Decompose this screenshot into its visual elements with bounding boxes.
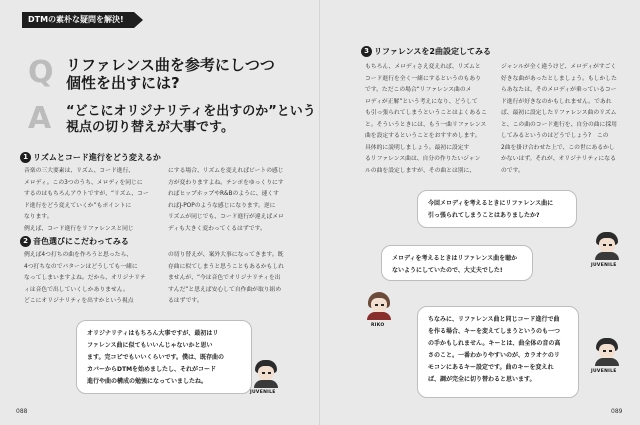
answer-line: 視点の切り替えが大事です。 [66, 120, 234, 135]
body-line: どこにオリジナリティを出すかという視点 [24, 298, 134, 304]
body-line: リズムが同じでも、コード進行が違えばメロ [168, 214, 284, 220]
juvenile-avatar [593, 232, 621, 260]
section-title: 音色選びにこだわってみる [33, 237, 129, 246]
section-heading-3 [361, 46, 491, 57]
body-line: なります。 [24, 214, 53, 220]
body-line: らあなたは、そのメロディが乗っているコー [501, 87, 617, 93]
section2-column-2 [168, 250, 304, 308]
section-heading-1 [20, 152, 161, 163]
section-banner: DTMの素朴な疑問を解決! [22, 12, 134, 28]
question-line: リファレンス曲を参考にしつつ [66, 56, 275, 74]
bubble-line: ます。完コピでもいいくらいです。僕は、既存曲の [87, 354, 225, 361]
bubble-line: ば、調が完全に切り替わると思います。 [428, 376, 536, 383]
question-block [28, 56, 288, 96]
body-line: るリファレンス曲は、自分の作りたいジャン [365, 156, 481, 162]
body-line: ロディが正解”という考えになり、どうして [365, 98, 478, 105]
juvenile-avatar [252, 360, 280, 388]
body-line: の切り替えが、案外大事になってきます。既 [168, 252, 284, 258]
bubble-line: 引っ張られてしまうことはありましたか? [428, 212, 540, 219]
answer-block [28, 101, 318, 140]
body-line: 方が変わりますよね。テンポをゆっくりにす [168, 179, 284, 186]
body-line: ィは音色で出していくしかありません。 [24, 286, 129, 293]
bubble-line: ちなみに、リファレンス曲と同じコード進行で曲 [428, 316, 560, 323]
section1-column-1 [24, 166, 160, 235]
body-line: も引っ張られてしまうということはよくあるこ [365, 110, 487, 116]
bubble-line: の手かもしれません。キーとは、曲全体の音の高 [428, 340, 561, 347]
body-line: ルの曲を設定しますが、その曲とは別に、 [365, 167, 476, 174]
section3-column-1 [365, 62, 493, 177]
bubble-line: モコンにあるキー設定です。曲のキーを変えれ [428, 364, 554, 371]
section-number: 2 [20, 236, 31, 247]
body-line: ば、最初に設定したリファレンス曲のリズム [501, 110, 617, 116]
body-line: ジャンルが全く違うけど、メロディがすごく [501, 64, 617, 70]
speaker-name: JUVENILE [250, 390, 276, 395]
page-number: 088 [16, 408, 28, 415]
body-line: ド進行をどう変えていくか”もポイントに [24, 202, 132, 209]
speaker-name: JUVENILE [591, 369, 617, 374]
section-number: 3 [361, 46, 372, 57]
section3-column-2 [501, 62, 629, 177]
answer-line: “どこにオリジナリティを出すのか”という [66, 104, 316, 119]
section-number: 1 [20, 152, 31, 163]
section-title: リファレンスを2曲設定してみる [374, 47, 491, 56]
body-line: 具体的に説明しましょう。最初に設定す [365, 144, 470, 151]
bubble-line: ないようにしていたので、大丈夫でした! [392, 267, 503, 274]
bubble-line: 今回メロディを考えるときにリファレンス曲に [428, 200, 554, 207]
body-line: 4つ打ちなのでパターンはどうしても一緒に [24, 263, 138, 270]
bubble-line: オリジナリティはもちろん大事ですが、最初はリ [87, 330, 219, 337]
a-letter: A [28, 101, 52, 136]
comment-bubble [76, 320, 252, 394]
body-line: です。ただこの場合“リファレンス曲のメ [365, 87, 472, 93]
body-line: もちろん、メロディさえ変えれば、リズムと [365, 64, 481, 70]
reply-bubble [381, 245, 533, 281]
juvenile-avatar [593, 338, 621, 366]
speaker-name: RIKO [371, 323, 385, 328]
body-line: ド進行が好きなのかもしれません。であれ [501, 98, 612, 105]
question-line: 個性を出すには? [66, 74, 180, 92]
section-title: リズムとコード進行をどう変えるか [33, 153, 161, 162]
right-page [321, 0, 640, 425]
q-letter: Q [28, 55, 54, 90]
body-line: ディも大きく変わってくるはずです。 [168, 225, 266, 232]
body-line: するのはもちろんアウトですが、“リズム、コー [24, 191, 149, 197]
answer-text [66, 104, 316, 136]
body-line: にする場合、リズムを変えればビートの感じ [168, 168, 284, 174]
body-line: メロディ。この3つのうち、メロディを同じに [24, 179, 143, 186]
page-number: 089 [611, 408, 623, 415]
body-line: 存曲に似てしまうと思うこともあるかもしれ [168, 263, 284, 270]
bubble-line: カバーからDTMを始めましたし、それがコード [87, 366, 217, 373]
body-line: 曲を設定するということをおすすめします。 [365, 133, 481, 139]
body-line: 2曲を掛け合わせた上で、この世にあるかし [501, 144, 615, 151]
riko-avatar [365, 292, 393, 320]
bubble-line: 進行や曲の構成の勉強になっていましたね。 [87, 378, 208, 385]
body-line: なってしまいますよね。だから、オリジナリテ [24, 275, 146, 281]
question-bubble [417, 190, 577, 228]
tip-bubble [417, 306, 579, 398]
body-line: してみるというのはどうでしょう? この [501, 133, 609, 139]
bubble-line: ファレンス曲に似てもいいんじゃないかと思い [87, 342, 213, 349]
section2-column-1 [24, 250, 160, 308]
body-line: かないはず。それが、オリジナリティになる [501, 156, 616, 162]
body-line: ればヒップホップやR&Bのように、速くす [168, 191, 279, 197]
body-line: コード進行を全く一緒にするというのもあり [365, 75, 481, 82]
body-line: るはずです。 [168, 298, 203, 304]
body-line: と、この曲のコード進行を、自分の曲に採用 [501, 121, 617, 128]
body-line: ればJ-POPのような感じになります。逆に [168, 202, 276, 209]
bubble-line: さのこと。一番わかりやすいのが、カラオケのリ [428, 352, 560, 359]
body-line: 音楽の三大要素は、リズム、コード進行、 [24, 168, 135, 174]
body-line: 好きな曲があったとしましょう。もしかした [501, 75, 617, 82]
bubble-line: を作る場合、キーを変えてしまうというのも一つ [428, 328, 561, 335]
body-line: 例えば、コード進行をリファレンスと同じ [24, 225, 134, 232]
body-line: ませんが、“今は音色でオリジナリティを出 [168, 275, 281, 281]
section-heading-2 [20, 236, 129, 247]
body-line: すんだ”と思えば安心して自作曲が取り組め [168, 286, 282, 293]
body-line: と。そういうときには、もう一曲リファレンス [365, 121, 487, 128]
body-line: 例えば4つ打ちの曲を作ろうと思ったら、 [24, 252, 133, 258]
section1-column-2 [168, 166, 304, 235]
left-page [0, 0, 319, 425]
body-line: のです。 [501, 167, 524, 174]
speaker-name: JUVENILE [591, 263, 617, 268]
question-text [66, 56, 275, 92]
bubble-line: メロディを考えるときはリファレンス曲を聴か [392, 255, 518, 262]
